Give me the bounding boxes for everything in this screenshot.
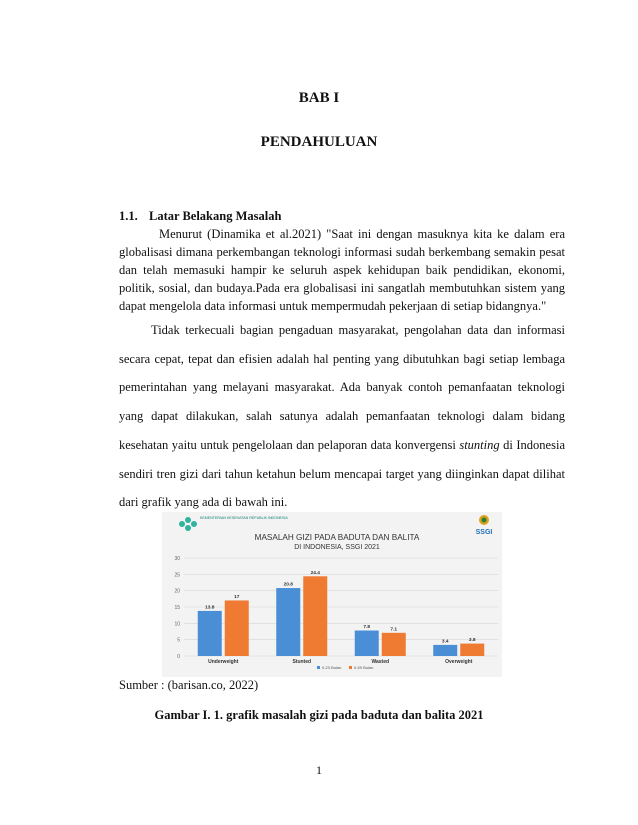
bar: [433, 645, 457, 656]
legend-swatch: [349, 666, 352, 669]
category-label: Stunted: [292, 659, 312, 665]
figure-chart: [162, 512, 502, 677]
page-number: 1: [316, 763, 322, 777]
chart-subtitle: DI INDONESIA, SSGI 2021: [294, 544, 380, 551]
figure-source: Sumber : (barisan.co, 2022): [119, 678, 259, 692]
y-tick-label: 10: [174, 621, 180, 628]
legend-label: 0-23 Bulan: [322, 665, 342, 670]
y-tick-label: 0: [177, 654, 180, 660]
y-tick-label: 15: [174, 605, 180, 611]
bar: [198, 611, 222, 656]
ministry-logo-text: KEMENTERIAN KESEHATAN REPUBLIK INDONESIA: [200, 516, 288, 520]
bar-value-label: 3.8: [468, 638, 476, 644]
category-label: Wasted: [371, 659, 390, 665]
bar: [303, 576, 327, 656]
bar-value-label: 3.4: [441, 639, 449, 645]
y-tick-label: 25: [174, 572, 180, 579]
bar-value-label: 13.8: [205, 605, 215, 611]
paragraph-2: [119, 316, 565, 517]
bar: [276, 588, 300, 656]
y-tick-label: 20: [174, 588, 180, 595]
section-title: Latar Belakang Masalah: [149, 209, 282, 223]
legend-swatch: [317, 666, 320, 669]
section-number: 1.1.: [119, 209, 138, 223]
bar: [460, 644, 484, 656]
chart-title: MASALAH GIZI PADA BADUTA DAN BALITA: [254, 533, 420, 542]
y-tick-label: 5: [177, 637, 180, 644]
category-label: Overweight: [445, 659, 473, 665]
bar-value-label: 17: [234, 594, 240, 600]
bar: [225, 600, 249, 656]
figure-caption: Gambar I. 1. grafik masalah gizi pada baduta dan balita 2021: [154, 708, 484, 722]
paragraph-2-italic: stunting: [459, 437, 500, 452]
paragraph-1: Menurut (Dinamika et al.2021) "Saat ini dengan masuknya kita ke dalam era globalisasi dimana perkembangan teknologi informasi sudah berkembang semakin pesat dan telah memasuki hampir ke seluruh aspek kehidupan baik pendidikan, ekonomi, politik, sosial, dan budaya.Pada era globalisasi ini sangatlah membutuhkan sistem yang dapat mengelola data informasi untuk mempermudah pekerjaan di setiap bidangnya.": [119, 227, 565, 313]
bar-value-label: 20.8: [283, 582, 293, 588]
legend-label: 0-59 Bulan: [354, 665, 374, 670]
chapter-number: BAB I: [298, 90, 340, 106]
ssgi-logo: [476, 515, 493, 536]
paragraph-2-text: Tidak terkecuali bagian pengaduan masyarakat, pengolahan data dan informasi secara cepat, tepat dan efisien adalah hal penting yang dibutuhkan bagi setiap lembaga pemerintahan yang melayani masyarakat. Ada banyak contoh pemanfaatan teknologi yang dapat dilakukan, salah satunya adalah pemanfaatan teknologi dalam bidang kesehatan yaitu untuk pengelolaan dan pelaporan data konvergensi: [119, 323, 565, 452]
category-label: Underweight: [208, 659, 239, 665]
y-tick-label: 30: [174, 556, 180, 562]
paragraph-2-text-end: di Indonesia sendiri tren gizi dari tahun ketahun belum mencapai target yang diinginkan dapat dilihat dari grafik yang ada di bawah ini.: [119, 437, 565, 510]
bar: [382, 633, 406, 656]
legend: [317, 665, 373, 670]
bar-value-label: 7.1: [390, 627, 398, 633]
ssgi-logo-text: SSGI: [475, 529, 493, 536]
bar: [355, 631, 379, 656]
bar-value-label: 7.8: [363, 625, 371, 631]
chapter-title: PENDAHULUAN: [260, 134, 378, 150]
chart-svg: [162, 512, 502, 677]
bar-value-label: 24.4: [310, 570, 320, 576]
section-heading: [119, 209, 281, 224]
axis-ticks: [174, 556, 180, 660]
ministry-logo: [179, 516, 288, 531]
